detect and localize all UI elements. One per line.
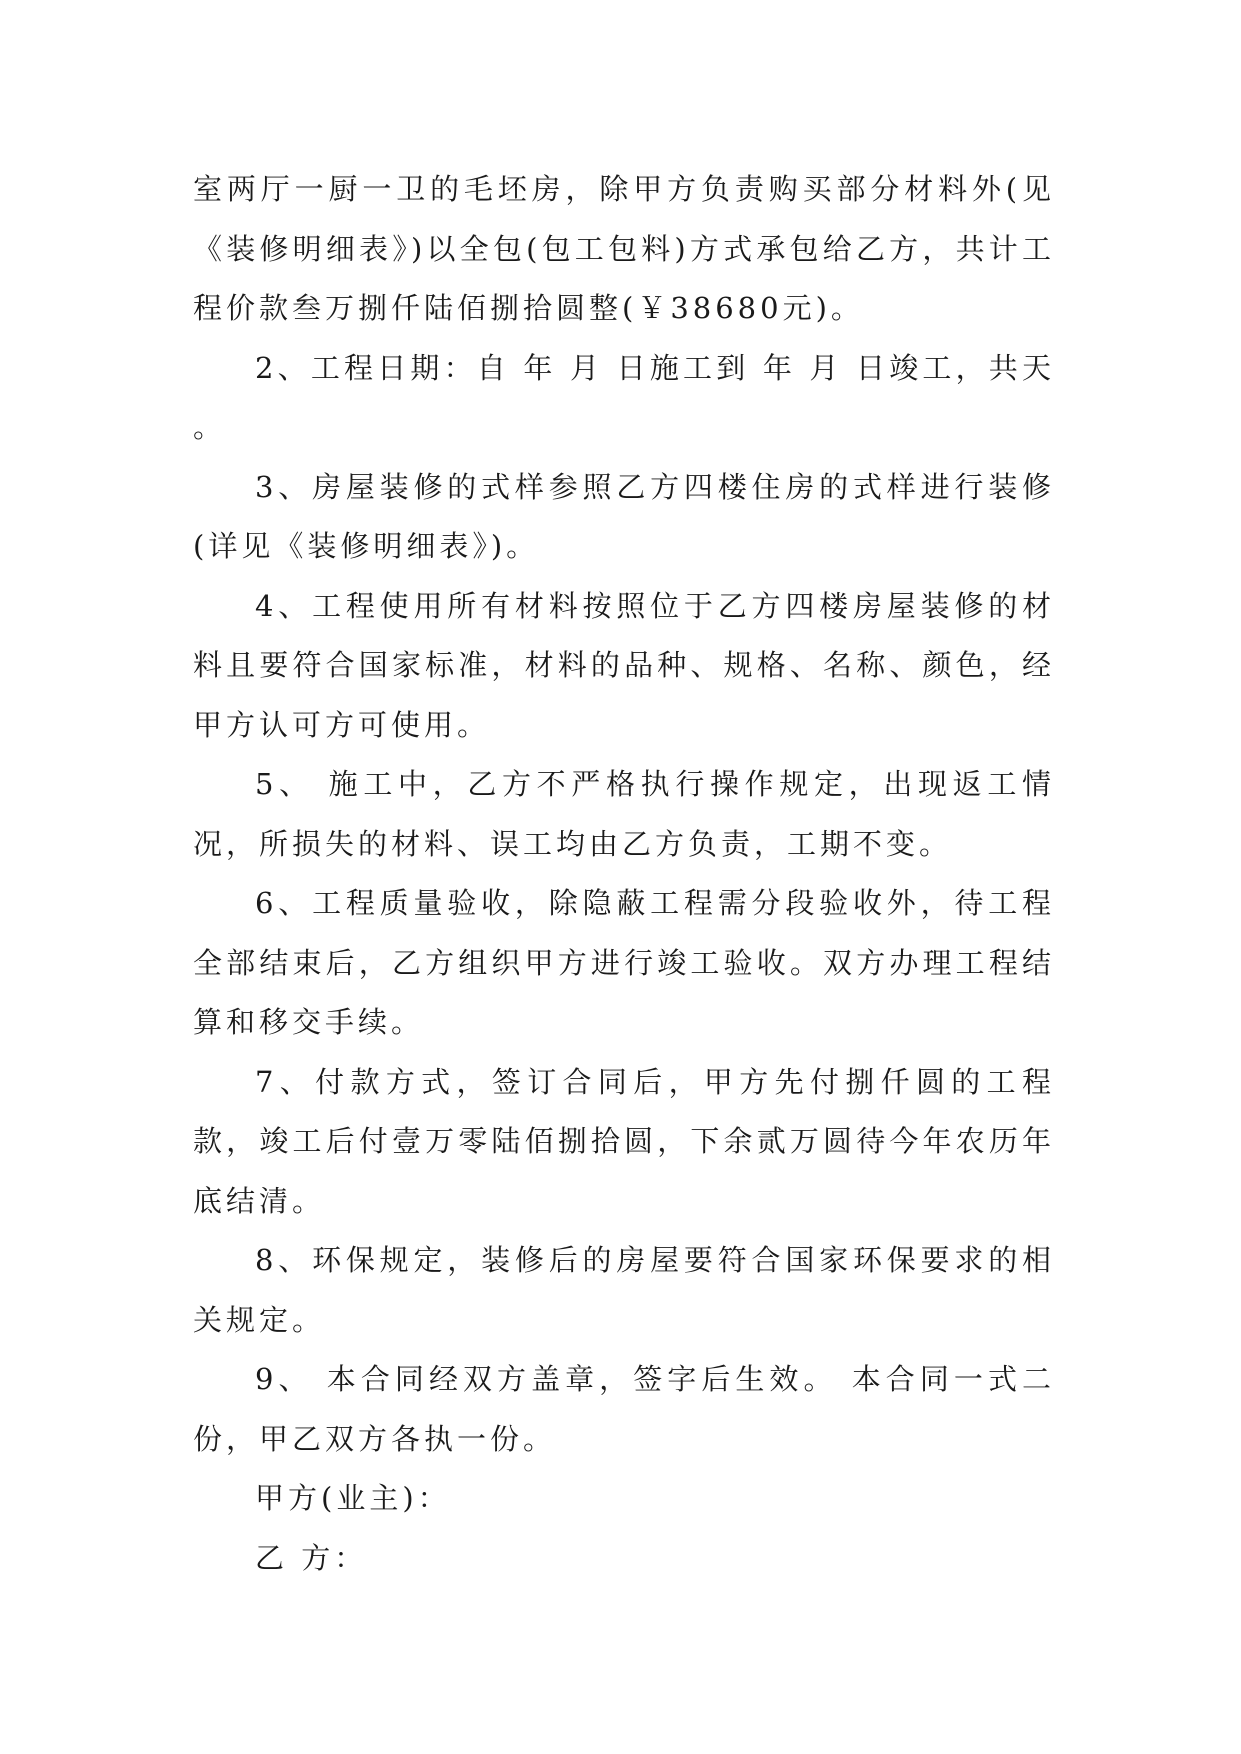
clause-3-style: 3、房屋装修的式样参照乙方四楼住房的式样进行装修(详见《装修明细表》)。 bbox=[193, 469, 1055, 563]
clause-7-payment: 7、付款方式，签订合同后，甲方先付捌仟圆的工程款，竣工后付壹万零陆佰捌拾圆，下余贰万圆待今年农历年底结清。 bbox=[193, 1064, 1055, 1218]
clause-9-effect: 9、 本合同经双方盖章，签字后生效。 本合同一式二份，甲乙双方各执一份。 bbox=[193, 1362, 1055, 1456]
party-a-signature-label: 甲方(业主)： bbox=[255, 1481, 451, 1515]
clause-8-environment: 8、环保规定，装修后的房屋要符合国家环保要求的相关规定。 bbox=[193, 1243, 1055, 1337]
clause-5-construction: 5、 施工中，乙方不严格执行操作规定，出现返工情况，所损失的材料、误工均由乙方负责，工期不变。 bbox=[193, 767, 1055, 861]
clause-4-materials: 4、工程使用所有材料按照位于乙方四楼房屋装修的材料且要符合国家标准，材料的品种、规格、名称、颜色，经甲方认可方可使用。 bbox=[193, 588, 1055, 742]
party-b-signature-label: 乙 方： bbox=[255, 1540, 368, 1575]
paragraph-1-continued: 室两厅一厨一卫的毛坯房，除甲方负责购买部分材料外(见《装修明细表》)以全包(包工包料)方式承包给乙方，共计工程价款叁万捌仟陆佰捌拾圆整(￥38680元)。 bbox=[193, 172, 1055, 325]
document-body bbox=[193, 160, 1055, 1588]
clause-2-dates: 2、工程日期：自 年 月 日施工到 年 月 日竣工，共天 。 bbox=[193, 350, 1055, 444]
clause-6-acceptance: 6、工程质量验收，除隐蔽工程需分段验收外，待工程全部结束后，乙方组织甲方进行竣工验收。双方办理工程结算和移交手续。 bbox=[193, 886, 1055, 1039]
